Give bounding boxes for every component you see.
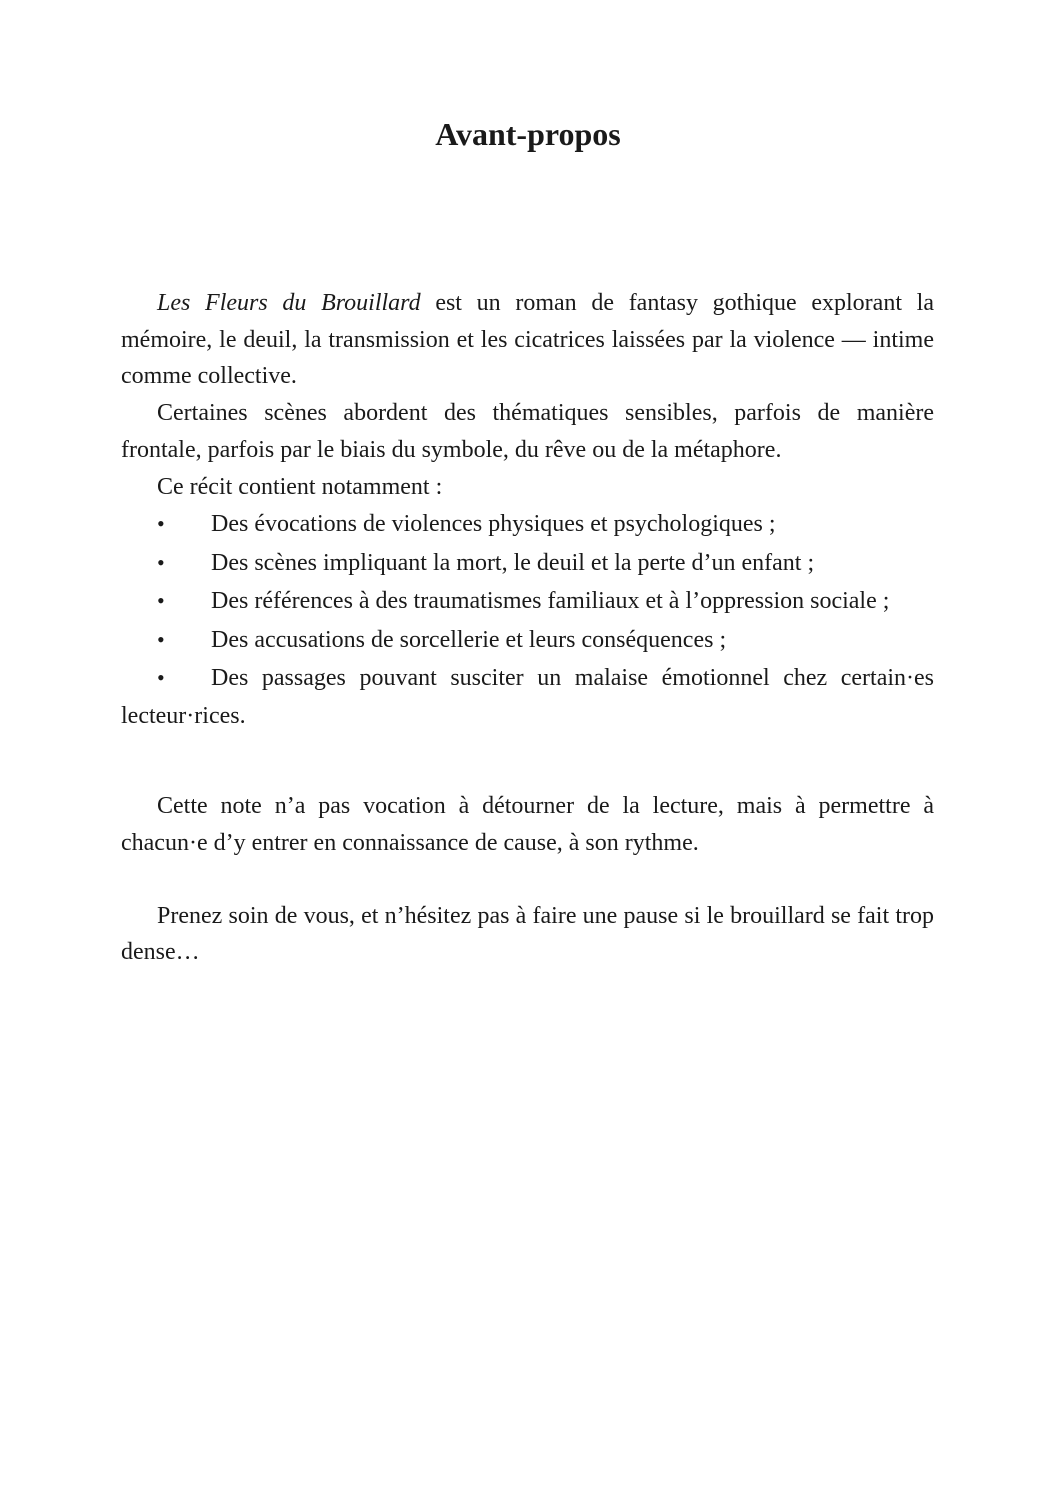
list-item: [121, 659, 934, 735]
bullet-icon: •: [157, 588, 165, 614]
list-item: [121, 544, 934, 583]
spacer: [121, 862, 934, 898]
list-item: [121, 505, 934, 544]
list-item-text: Des références à des traumatismes familiaux et à l’oppression sociale ;: [211, 588, 890, 615]
book-title: Les Fleurs du Brouillard: [157, 290, 421, 316]
list-item-text: Des passages pouvant susciter un malaise émotionnel chez certain·es lecteur·rices.: [121, 665, 934, 729]
content-warning-intro: Ce récit contient notamment :: [157, 473, 443, 500]
intro-text: est un roman de fantasy gothique explorant la mémoire, le deuil, la transmission et les cicatrices laissées par la violence — intime comme collective.: [121, 290, 934, 390]
intro-paragraph: [121, 285, 934, 395]
list-item-text: Des accusations de sorcellerie et leurs conséquences ;: [211, 626, 727, 653]
list-item: [121, 621, 934, 660]
page-title: Avant-propos: [435, 116, 621, 152]
bullet-icon: •: [157, 626, 165, 652]
list-item-text: Des évocations de violences physiques et psychologiques ;: [211, 511, 776, 538]
list-item-text: Des scènes impliquant la mort, le deuil et la perte d’un enfant ;: [211, 549, 815, 576]
reading-note-paragraph: Cette note n’a pas vocation à détourner de la lecture, mais à permettre à chacun·e d’y entrer en connaissance de cause, à son rythme.: [121, 793, 934, 856]
content-warning-list: [121, 505, 934, 735]
sensitive-themes-paragraph: Certaines scènes abordent des thématiques sensibles, parfois de manière frontale, parfois par le biais du symbole, du rêve ou de la métaphore.: [121, 400, 934, 463]
closing-paragraph: Prenez soin de vous, et n’hésitez pas à faire une pause si le brouillard se fait trop dense…: [121, 902, 934, 966]
bullet-icon: •: [157, 511, 165, 537]
bullet-icon: •: [157, 665, 165, 691]
spacer: [121, 735, 934, 788]
list-item: [121, 582, 934, 621]
bullet-icon: •: [157, 549, 165, 575]
foreword-body: [121, 285, 934, 971]
